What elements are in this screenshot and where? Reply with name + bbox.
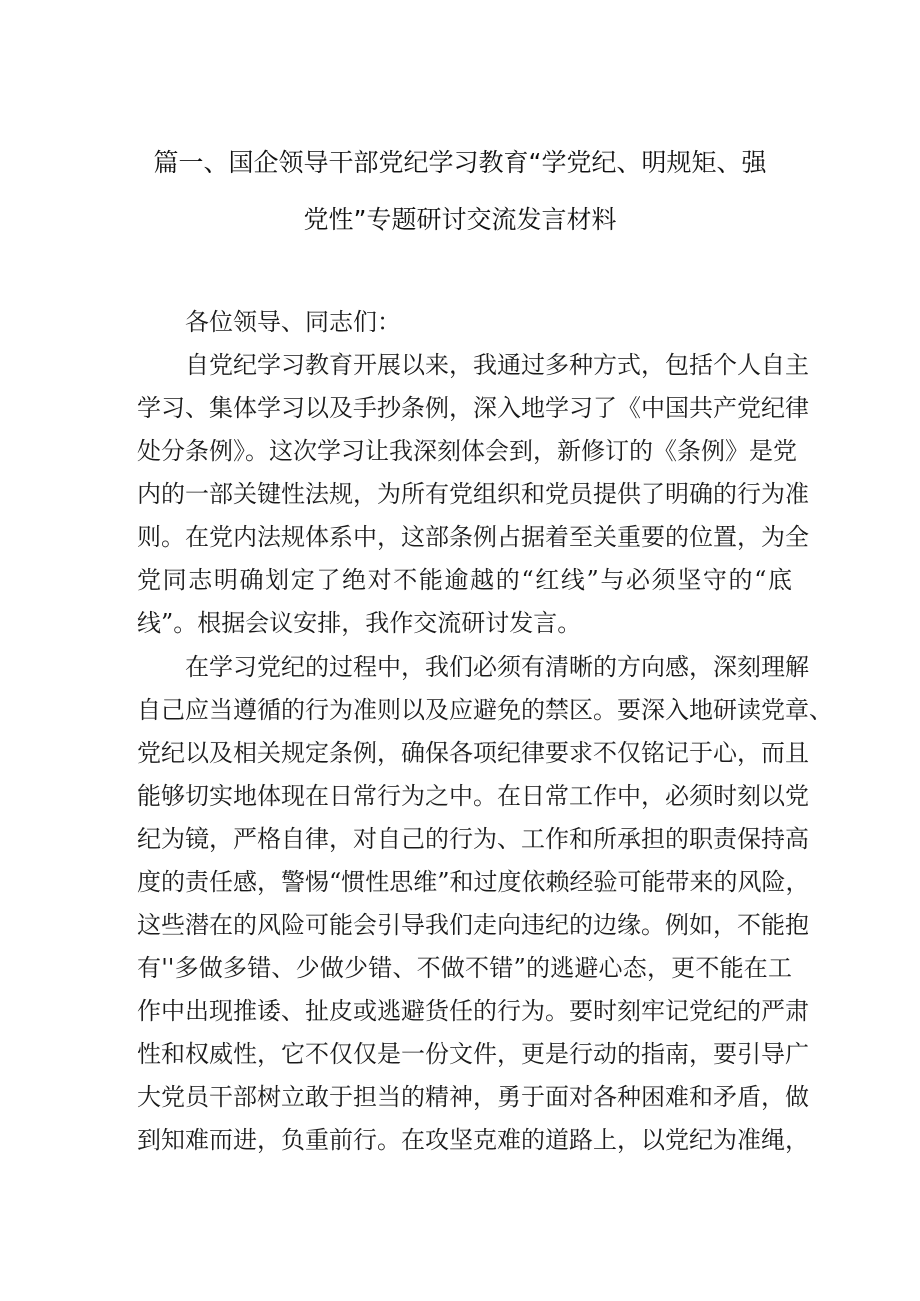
paragraph-1-line: 党同志明确划定了绝对不能逾越的“红线”与必须坚守的“底 [137, 566, 792, 594]
salutation: 各位领导、同志们： [185, 308, 401, 336]
paragraph-1-line: 自党纪学习教育开展以来，我通过多种方式，包括个人自主 [185, 351, 809, 379]
paragraph-2-line: 度的责任感，警惕“惯性思维”和过度依赖经验可能带来的风险， [137, 868, 810, 896]
paragraph-1-line: 处分条例》。这次学习让我深刻体会到，新修订的《条例》是党 [137, 437, 797, 465]
paragraph-2-line: 纪为镜，严格自律，对自己的行为、工作和所承担的职责保持高 [137, 825, 809, 853]
paragraph-1-line: 内的一部关键性法规，为所有党组织和党员提供了明确的行为准 [137, 480, 809, 508]
paragraph-2-line: 性和权威性，它不仅仅是一份文件，更是行动的指南，要引导广 [137, 1040, 809, 1068]
paragraph-2-line: 能够切实地体现在日常行为之中。在日常工作中，必须时刻以党 [137, 782, 809, 810]
paragraph-1-line: 线”。根据会议安排，我作交流研讨发言。 [137, 609, 582, 637]
document-title-line-2: 党性”专题研讨交流发言材料 [303, 205, 617, 234]
paragraph-2-line: 大党员干部树立敢于担当的精神，勇于面对各种困难和矛盾，做 [137, 1083, 809, 1111]
paragraph-2-line: 到知难而进，负重前行。在攻坚克难的道路上，以党纪为准绳， [137, 1126, 809, 1154]
paragraph-2-line: 在学习党纪的过程中，我们必须有清晰的方向感，深刻理解 [185, 653, 809, 681]
paragraph-2-line: 作中出现推诿、扯皮或逃避货任的行为。要时刻牢记党纪的严肃 [137, 997, 809, 1025]
paragraph-2-line: 自己应当遵循的行为准则以及应避免的禁区。要深入地研读党章、 [137, 696, 833, 724]
paragraph-1-line: 则。在党内法规体系中，这部条例占据着至关重要的位置，为全 [137, 523, 809, 551]
paragraph-2-line: 有''多做多错、少做少错、不做不错”的逃避心态，更不能在工 [137, 954, 792, 982]
paragraph-2-line: 这些潜在的风险可能会引导我们走向违纪的边缘。例如，不能抱 [137, 911, 809, 939]
paragraph-1-line: 学习、集体学习以及手抄条例，深入地学习了《中国共产党纪律 [137, 394, 809, 422]
paragraph-2-line: 党纪以及相关规定条例，确保各项纪律要求不仅铭记于心，而且 [137, 739, 809, 767]
document-title-line-1: 篇一、国企领导干部党纪学习教育“学党纪、明规矩、强 [153, 148, 767, 177]
